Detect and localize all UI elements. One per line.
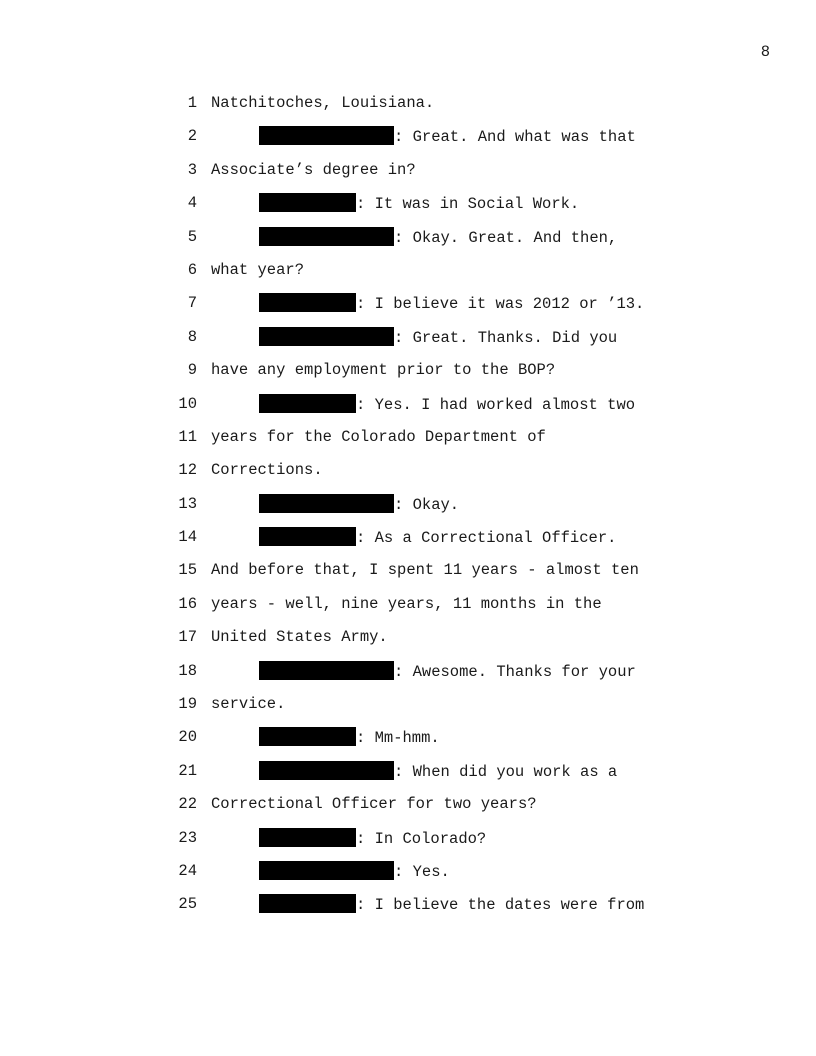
line-number: 14: [178, 528, 197, 547]
transcript-line: [160, 494, 680, 527]
redacted-speaker-name: [259, 494, 394, 513]
line-text: [211, 160, 416, 180]
line-number: 8: [187, 327, 197, 346]
redacted-speaker-name: [259, 894, 356, 913]
redacted-speaker-name: [259, 727, 356, 746]
line-content: : When did you work as a: [394, 762, 618, 781]
redacted-speaker-name: [259, 227, 394, 246]
transcript-line: [160, 761, 680, 794]
line-number: 20: [178, 728, 197, 747]
transcript-line: [160, 861, 680, 894]
page-number: 8: [760, 43, 770, 61]
transcript-line: [160, 427, 680, 460]
transcript-line: [160, 160, 680, 193]
line-text: [211, 93, 434, 113]
line-number: 11: [178, 427, 197, 446]
line-text: [211, 327, 617, 348]
line-content: have any employment prior to the BOP?: [211, 361, 556, 380]
line-text: [211, 394, 635, 415]
line-content: years for the Colorado Department of: [211, 427, 546, 446]
line-content: : Great. Thanks. Did you: [394, 328, 618, 347]
transcript-line: [160, 828, 680, 861]
line-number: 23: [178, 828, 197, 847]
line-content: Correctional Officer for two years?: [211, 795, 537, 814]
line-content: : Yes. I had worked almost two: [356, 395, 636, 414]
redacted-speaker-name: [259, 861, 394, 880]
redacted-speaker-name: [259, 661, 394, 680]
transcript-body: [160, 93, 680, 928]
line-number: 17: [178, 628, 197, 647]
line-content: service.: [211, 695, 286, 714]
transcript-line: [160, 727, 680, 760]
transcript-line: [160, 460, 680, 493]
redacted-speaker-name: [259, 394, 356, 413]
line-text: [211, 494, 459, 515]
line-text: [211, 761, 617, 782]
transcript-line: [160, 394, 680, 427]
line-content: : As a Correctional Officer.: [356, 529, 617, 548]
line-text: [211, 527, 616, 548]
line-number: 9: [187, 361, 197, 380]
transcript-line: [160, 694, 680, 727]
line-content: : It was in Social Work.: [356, 195, 580, 214]
line-text: [211, 427, 546, 447]
transcript-line: [160, 894, 680, 927]
line-content: : Mm-hmm.: [356, 729, 440, 748]
line-text: [211, 260, 304, 280]
line-text: [211, 694, 285, 714]
transcript-line: [160, 193, 680, 226]
redacted-speaker-name: [259, 761, 394, 780]
line-number: 15: [178, 561, 197, 580]
transcript-line: [160, 594, 680, 627]
line-number: 12: [178, 461, 197, 480]
transcript-line: [160, 794, 680, 827]
line-text: [211, 594, 602, 614]
line-number: 7: [187, 294, 197, 313]
line-number: 5: [187, 227, 197, 246]
redacted-speaker-name: [259, 126, 394, 145]
line-text: [211, 794, 537, 814]
line-number: 10: [178, 394, 197, 413]
line-text: [211, 894, 644, 915]
line-text: [211, 627, 388, 647]
line-content: United States Army.: [211, 628, 388, 647]
line-text: [211, 460, 323, 480]
line-number: 16: [178, 594, 197, 613]
line-number: 2: [187, 127, 197, 146]
line-content: : Okay.: [394, 495, 460, 514]
line-content: years - well, nine years, 11 months in the: [211, 594, 602, 613]
transcript-line: [160, 93, 680, 126]
line-number: 6: [187, 260, 197, 279]
line-number: 22: [178, 795, 197, 814]
line-number: 3: [187, 160, 197, 179]
line-number: 1: [187, 94, 197, 112]
line-number: 24: [178, 861, 197, 880]
line-text: [211, 560, 639, 580]
transcript-line: [160, 327, 680, 360]
line-content: what year?: [211, 260, 305, 279]
line-content: Associate’s degree in?: [211, 160, 416, 179]
line-content: And before that, I spent 11 years - almost ten: [211, 561, 639, 580]
transcript-line: [160, 227, 680, 260]
transcript-line: [160, 527, 680, 560]
line-text: [211, 360, 555, 380]
transcript-line: [160, 560, 680, 593]
transcript-line: [160, 661, 680, 694]
redacted-speaker-name: [259, 327, 394, 346]
line-number: 13: [178, 494, 197, 513]
line-text: [211, 126, 636, 147]
redacted-speaker-name: [259, 293, 356, 312]
line-content: Natchitoches, Louisiana.: [211, 94, 435, 112]
line-text: [211, 227, 617, 248]
line-number: 18: [178, 661, 197, 680]
line-text: [211, 193, 579, 214]
line-content: : I believe the dates were from: [356, 896, 645, 915]
line-text: [211, 293, 644, 314]
transcript-line: [160, 360, 680, 393]
line-text: [211, 828, 486, 849]
line-text: [211, 661, 636, 682]
redacted-speaker-name: [259, 527, 356, 546]
transcript-line: [160, 260, 680, 293]
line-content: : Okay. Great. And then,: [394, 228, 618, 247]
line-text: [211, 727, 440, 748]
line-content: Corrections.: [211, 461, 323, 480]
redacted-speaker-name: [259, 193, 356, 212]
transcript-line: [160, 293, 680, 326]
line-text: [211, 861, 450, 882]
line-content: : I believe it was 2012 or ’13.: [356, 295, 645, 314]
line-content: : Awesome. Thanks for your: [394, 662, 636, 681]
redacted-speaker-name: [259, 828, 356, 847]
line-number: 25: [178, 895, 197, 914]
line-content: : Yes.: [394, 862, 450, 881]
line-content: : Great. And what was that: [394, 128, 636, 147]
line-number: 4: [187, 194, 197, 213]
line-number: 19: [178, 695, 197, 714]
line-content: : In Colorado?: [356, 829, 487, 848]
transcript-line: [160, 126, 680, 159]
transcript-line: [160, 627, 680, 660]
line-number: 21: [178, 761, 197, 780]
